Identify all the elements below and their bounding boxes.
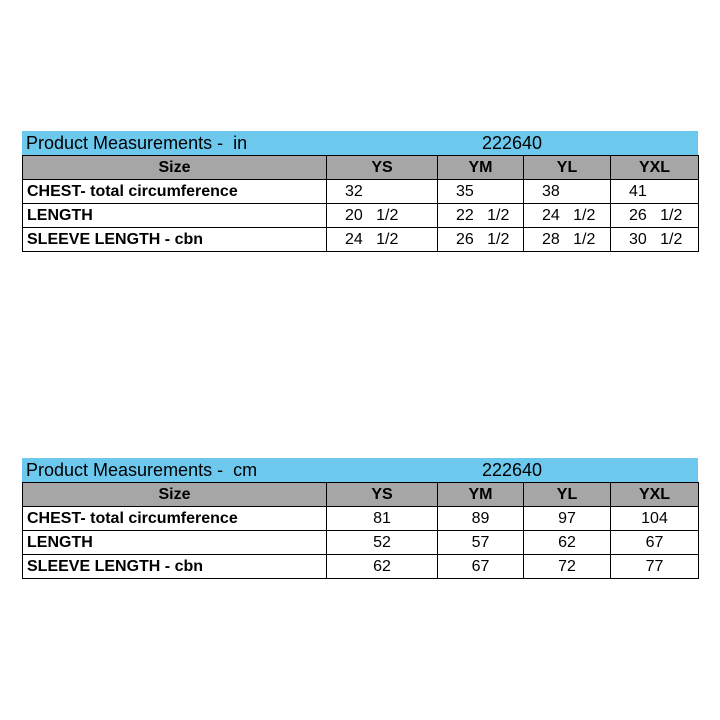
table-row xyxy=(23,180,699,204)
size-column-ym: YM xyxy=(438,156,524,180)
measurements-table-inches xyxy=(22,155,699,252)
size-column-yl: YL xyxy=(524,156,611,180)
table-row xyxy=(23,507,699,531)
style-number: 222640 xyxy=(482,460,543,480)
cell-value: 89 xyxy=(438,507,524,531)
cell-value: 22 1/2 xyxy=(438,204,524,228)
measurements-table-cm xyxy=(22,482,699,579)
title-bar-inches xyxy=(22,131,698,155)
title-bar-cm xyxy=(22,458,698,482)
table-row xyxy=(23,204,699,228)
header-row xyxy=(23,483,699,507)
row-label-length: LENGTH xyxy=(23,204,327,228)
size-column-yxl: YXL xyxy=(611,483,699,507)
size-column-ym: YM xyxy=(438,483,524,507)
size-column-ys: YS xyxy=(327,156,438,180)
measurements-cm-sheet xyxy=(22,458,698,579)
measurements-inches-sheet xyxy=(22,131,698,252)
cell-value: 77 xyxy=(611,555,699,579)
table-row xyxy=(23,228,699,252)
table-title: Product Measurements - in xyxy=(26,133,248,153)
size-column-yl: YL xyxy=(524,483,611,507)
header-row xyxy=(23,156,699,180)
size-column-ys: YS xyxy=(327,483,438,507)
cell-value: 26 1/2 xyxy=(611,204,699,228)
row-label-sleeve-length: SLEEVE LENGTH - cbn xyxy=(23,228,327,252)
cell-value: 81 xyxy=(327,507,438,531)
cell-value: 52 xyxy=(327,531,438,555)
cell-value: 62 xyxy=(327,555,438,579)
cell-value: 41 xyxy=(611,180,699,204)
cell-value: 67 xyxy=(611,531,699,555)
cell-value: 57 xyxy=(438,531,524,555)
cell-value: 62 xyxy=(524,531,611,555)
cell-value: 24 1/2 xyxy=(524,204,611,228)
style-number: 222640 xyxy=(482,133,543,153)
cell-value: 104 xyxy=(611,507,699,531)
cell-value: 97 xyxy=(524,507,611,531)
cell-value: 20 1/2 xyxy=(327,204,438,228)
cell-value: 26 1/2 xyxy=(438,228,524,252)
cell-value: 28 1/2 xyxy=(524,228,611,252)
size-header: Size xyxy=(23,483,327,507)
table-row xyxy=(23,555,699,579)
cell-value: 24 1/2 xyxy=(327,228,438,252)
cell-value: 32 xyxy=(327,180,438,204)
row-label-length: LENGTH xyxy=(23,531,327,555)
row-label-chest: CHEST- total circumference xyxy=(23,507,327,531)
cell-value: 35 xyxy=(438,180,524,204)
table-title: Product Measurements - cm xyxy=(26,460,258,480)
table-row xyxy=(23,531,699,555)
size-column-yxl: YXL xyxy=(611,156,699,180)
row-label-chest: CHEST- total circumference xyxy=(23,180,327,204)
cell-value: 38 xyxy=(524,180,611,204)
cell-value: 67 xyxy=(438,555,524,579)
cell-value: 30 1/2 xyxy=(611,228,699,252)
size-header: Size xyxy=(23,156,327,180)
row-label-sleeve-length: SLEEVE LENGTH - cbn xyxy=(23,555,327,579)
cell-value: 72 xyxy=(524,555,611,579)
